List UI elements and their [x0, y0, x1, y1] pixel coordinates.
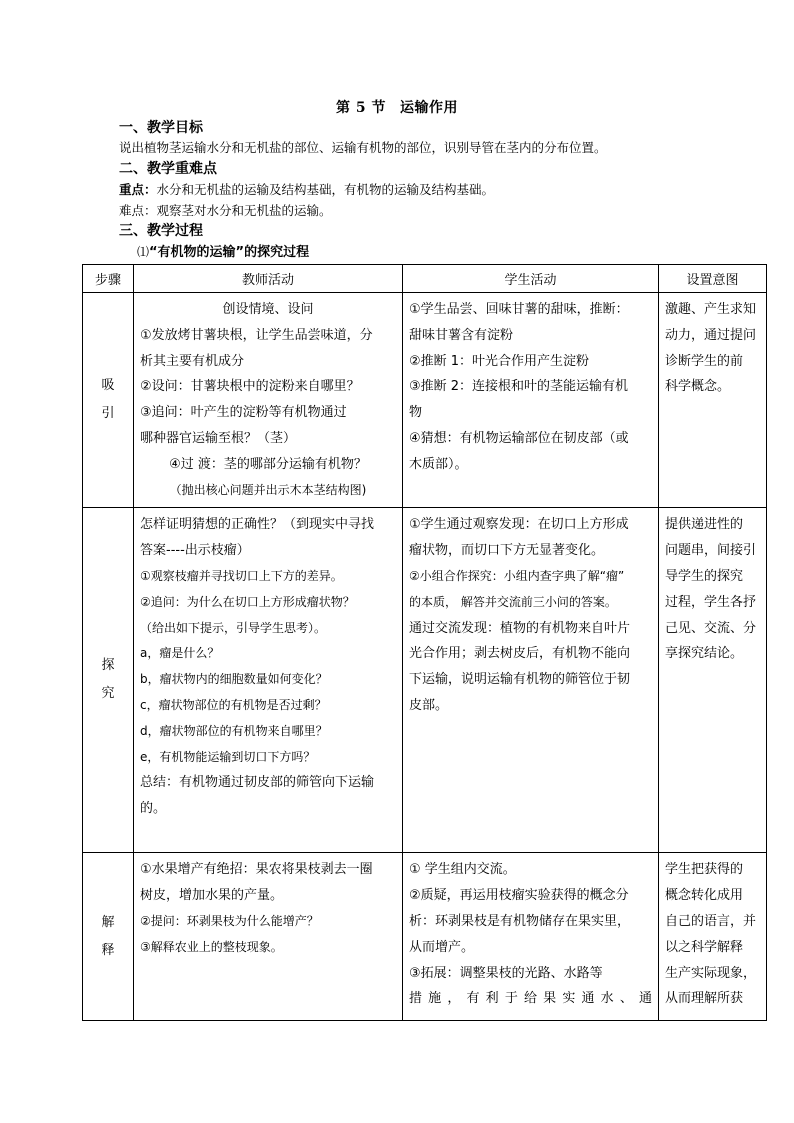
cell-line: 学生把获得的: [665, 862, 744, 878]
cell-line: 措施，有利于给果实通水、通: [409, 991, 652, 1007]
cell-line: ①观察枝瘤并寻找切口上下方的差异。: [140, 568, 343, 583]
lesson-table: [82, 264, 767, 1021]
cell-line: a，瘤是什么？: [140, 646, 220, 661]
cell-line: 激趣、产生求知: [665, 302, 757, 317]
key-points-heading: 二、教学重难点: [119, 161, 217, 177]
step-char: 吸: [101, 378, 115, 394]
cell-line: 从而理解所获: [665, 991, 744, 1007]
cell-line: （抛出核心问题并出示木本茎结构图): [169, 482, 367, 497]
intent-cell: [659, 853, 767, 1021]
process-heading: 三、教学过程: [119, 223, 203, 239]
cell-line: b，瘤状物内的细胞数量如何变化？: [140, 672, 328, 687]
cell-line: 诊断学生的前: [665, 353, 744, 369]
intent-cell: [659, 293, 767, 508]
cell-line: 享探究结论。: [665, 646, 744, 662]
cell-line: ④猜想：有机物运输部位在韧皮部（或: [409, 430, 629, 446]
cell-line: 甜味甘薯含有淀粉: [409, 327, 514, 343]
cell-line: e，有机物能运输到切口下方吗？: [140, 749, 316, 764]
section-name: 运输作用: [400, 100, 458, 116]
cell-line: ②追问：为什么在切口上方形成瘤状物？: [140, 594, 355, 609]
table-row: [83, 853, 767, 1021]
cell-line: ③推断 2：连接根和叶的茎能运输有机: [409, 379, 629, 395]
cell-line: c，瘤状物部位的有机物是否过剩？: [140, 697, 327, 712]
step-cell: [83, 293, 134, 508]
cell-line: ③解释农业上的整枝现象。: [140, 939, 283, 954]
teacher-cell: [134, 508, 403, 853]
cell-line: 从而增产。: [409, 939, 475, 955]
subsection-title: “有机物的运输”的探究过程: [149, 245, 310, 260]
cell-line: ②设问：甘薯块根中的淀粉来自哪里？: [140, 379, 360, 395]
step-cell: [83, 508, 134, 853]
table-row: [83, 293, 767, 508]
cell-line: 析：环剥果枝是有机物储存在果实里，: [409, 913, 631, 929]
cell-line: ① 学生组内交流。: [409, 862, 516, 878]
cell-line: 己见、交流、分: [665, 620, 757, 636]
header-student: 学生活动: [403, 265, 659, 293]
step-char: 引: [101, 406, 115, 422]
cell-line: 生产实际现象，: [665, 965, 757, 981]
cell-line: 创设情境、设问: [222, 302, 314, 317]
student-cell: [403, 293, 659, 508]
cell-line: （给出如下提示，引导学生思考）。: [140, 620, 327, 635]
header-step: 步骤: [83, 265, 134, 293]
page-title: [0, 97, 794, 117]
cell-line: ②小组合作探究：小组内查字典了解“瘤”: [409, 568, 625, 583]
subsection-number: ⑴: [137, 245, 150, 259]
cell-line: 瘤状物，而切口下方无显著变化。: [409, 543, 605, 559]
cell-line: 析其主要有机成分: [140, 353, 245, 369]
cell-line: 总结：有机物通过韧皮部的筛管向下运输: [140, 775, 375, 791]
cell-line: ①学生品尝、回味甘薯的甜味，推断：: [409, 302, 629, 317]
cell-line: ①发放烤甘薯块根，让学生品尝味道，分: [140, 327, 373, 343]
cell-line: 答案----出示枝瘤）: [140, 543, 250, 559]
cell-line: d，瘤状物部位的有机物来自哪里？: [140, 723, 328, 738]
subsection-heading: [137, 243, 309, 262]
key-points-text: [119, 181, 494, 199]
intent-cell: [659, 508, 767, 853]
cell-line: 哪种器官运输至根？（茎）: [140, 430, 297, 446]
cell-line: 木质部）。: [409, 456, 468, 472]
cell-line: 导学生的探究: [665, 568, 744, 584]
cell-line: ②质疑，再运用枝瘤实验获得的概念分: [409, 888, 629, 904]
cell-line: 的本质， 解答并交流前三小问的答案。: [409, 594, 617, 609]
cell-line: 以之科学解释: [665, 939, 744, 955]
step-char: 探: [101, 658, 115, 674]
difficulty-text: 难点：观察茎对水分和无机盐的运输。: [119, 203, 332, 218]
step-char: 究: [101, 686, 115, 702]
teacher-cell: [134, 293, 403, 508]
header-teacher: 教师活动: [134, 265, 403, 293]
step-char: 解: [101, 914, 115, 930]
cell-line: 树皮，增加水果的产量。: [140, 888, 284, 904]
cell-line: ①学生通过观察发现：在切口上方形成: [409, 517, 629, 533]
cell-line: 提供递进性的: [665, 517, 744, 533]
cell-line: ③拓展：调整果枝的光路、水路等: [409, 965, 603, 981]
cell-line: 通过交流发现：植物的有机物来自叶片: [409, 620, 631, 636]
cell-line: 科学概念。: [665, 379, 731, 395]
teacher-cell: [134, 853, 403, 1021]
table-header-row: [83, 265, 767, 293]
step-cell: [83, 853, 134, 1021]
cell-line: ①水果增产有绝招：果农将果枝剥去一圈: [140, 862, 373, 878]
cell-line: ④过 渡：茎的哪部分运输有机物？: [169, 456, 367, 472]
cell-line: ③追问：叶产生的淀粉等有机物通过: [140, 405, 347, 421]
cell-line: 动力，通过提问: [665, 327, 757, 343]
cell-line: 概念转化成用: [665, 888, 744, 904]
step-char: 释: [101, 942, 115, 958]
student-cell: [403, 508, 659, 853]
cell-line: 过程，学生各抒: [665, 594, 757, 610]
cell-line: ②提问：环剥果枝为什么能增产？: [140, 913, 319, 928]
cell-line: 自己的语言，并: [665, 913, 757, 929]
goals-heading: 一、教学目标: [119, 120, 203, 136]
cell-line: 怎样证明猜想的正确性？（到现实中寻找: [140, 517, 375, 533]
section-number: 第 5 节: [336, 100, 386, 116]
goals-text: 说出植物茎运输水分和无机盐的部位、运输有机物的部位，识别导管在茎内的分布位置。: [119, 140, 607, 155]
cell-line: 的。: [140, 801, 167, 817]
cell-line: 问题串，间接引: [665, 543, 757, 559]
key-label: 重点：: [119, 182, 157, 197]
cell-line: 皮部。: [409, 697, 449, 713]
key-text: 水分和无机盐的运输及结构基础，有机物的运输及结构基础。: [156, 182, 495, 197]
student-cell: [403, 853, 659, 1021]
cell-line: ②推断 1：叶光合作用产生淀粉: [409, 353, 590, 369]
header-intent: 设置意图: [659, 265, 767, 293]
cell-line: 光合作用；剥去树皮后，有机物不能向: [409, 646, 631, 662]
table-row: [83, 508, 767, 853]
cell-line: 下运输，说明运输有机物的筛管位于韧: [409, 672, 631, 688]
cell-line: 物: [409, 405, 423, 421]
